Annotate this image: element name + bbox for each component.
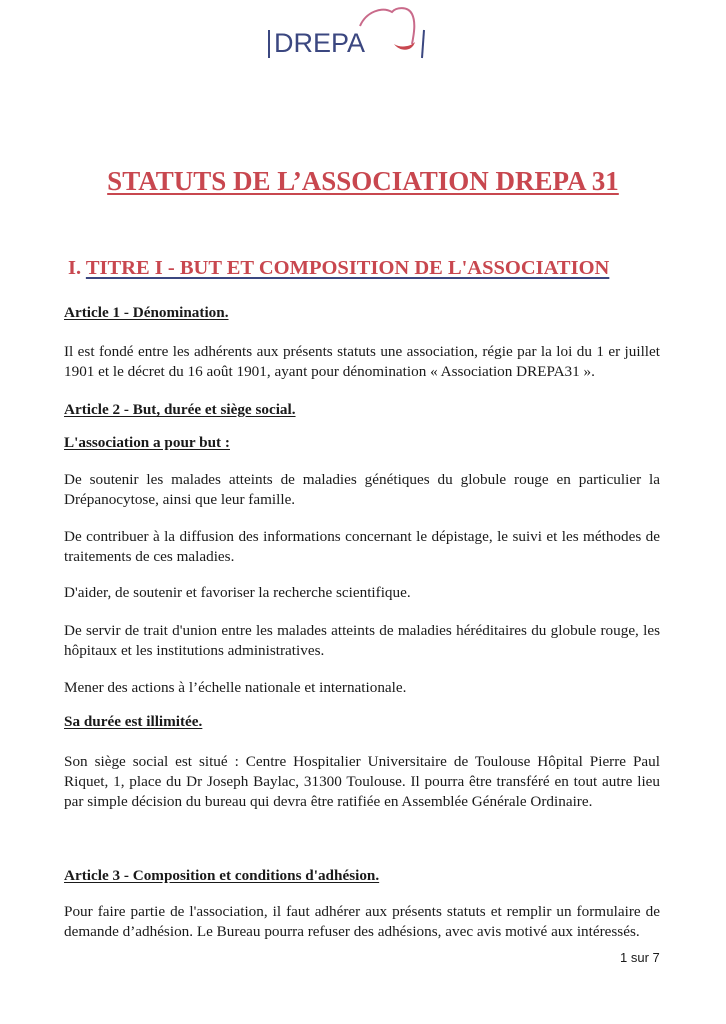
- article1-text: Il est fondé entre les adhérents aux présents statuts une association, régie par la loi du 1 er juillet 1901 et le décret du 16 août 1901, ayant pour dénomination « Association DREPA31 ».: [64, 343, 660, 380]
- section-prefix: I.: [68, 257, 82, 279]
- duration-heading: Sa durée est illimitée.: [64, 713, 203, 730]
- section-heading: [68, 257, 609, 280]
- goal-item: De contribuer à la diffusion des informations concernant le dépistage, le suivi et les méthodes de traitements de ces maladies.: [64, 528, 660, 565]
- goal-item: D'aider, de soutenir et favoriser la recherche scientifique.: [64, 584, 411, 601]
- document-title: STATUTS DE L’ASSOCIATION DREPA 31: [107, 166, 619, 196]
- article3-heading: Article 3 - Composition et conditions d'adhésion.: [64, 867, 380, 884]
- page-number: 1 sur 7: [620, 950, 660, 965]
- logo-text: DREPA: [274, 28, 366, 58]
- article3-text: Pour faire partie de l'association, il faut adhérer aux présents statuts et remplir un formulaire de demande d’adhésion. Le Bureau pourra refuser des adhésions, avec avis motivé aux intéressés.: [64, 903, 660, 940]
- drepa31-logo: [262, 4, 442, 62]
- goal-item: Mener des actions à l’échelle nationale et internationale.: [64, 679, 407, 696]
- section-label: TITRE I - BUT ET COMPOSITION DE L'ASSOCIATION: [85, 257, 610, 279]
- article2-heading: Article 2 - But, durée et siège social.: [64, 401, 296, 418]
- article1-heading: Article 1 - Dénomination.: [64, 304, 229, 321]
- article2-subheading: L'association a pour but :: [64, 434, 230, 451]
- goal-item: De soutenir les malades atteints de maladies génétiques du globule rouge en particulier la Drépanocytose, ainsi que leur famille.: [64, 471, 660, 508]
- goal-item: De servir de trait d'union entre les malades atteints de maladies héréditaires du globule rouge, les hôpitaux et les institutions administratives.: [64, 622, 660, 659]
- seat-text: Son siège social est situé : Centre Hospitalier Universitaire de Toulouse Hôpital Pierre Paul Riquet, 1, place du Dr Joseph Baylac, 31300 Toulouse. Il pourra être transféré en tout autre lieu par simple décision du bureau qui devra être ratifiée en Assemblée Générale Ordinaire.: [64, 753, 660, 810]
